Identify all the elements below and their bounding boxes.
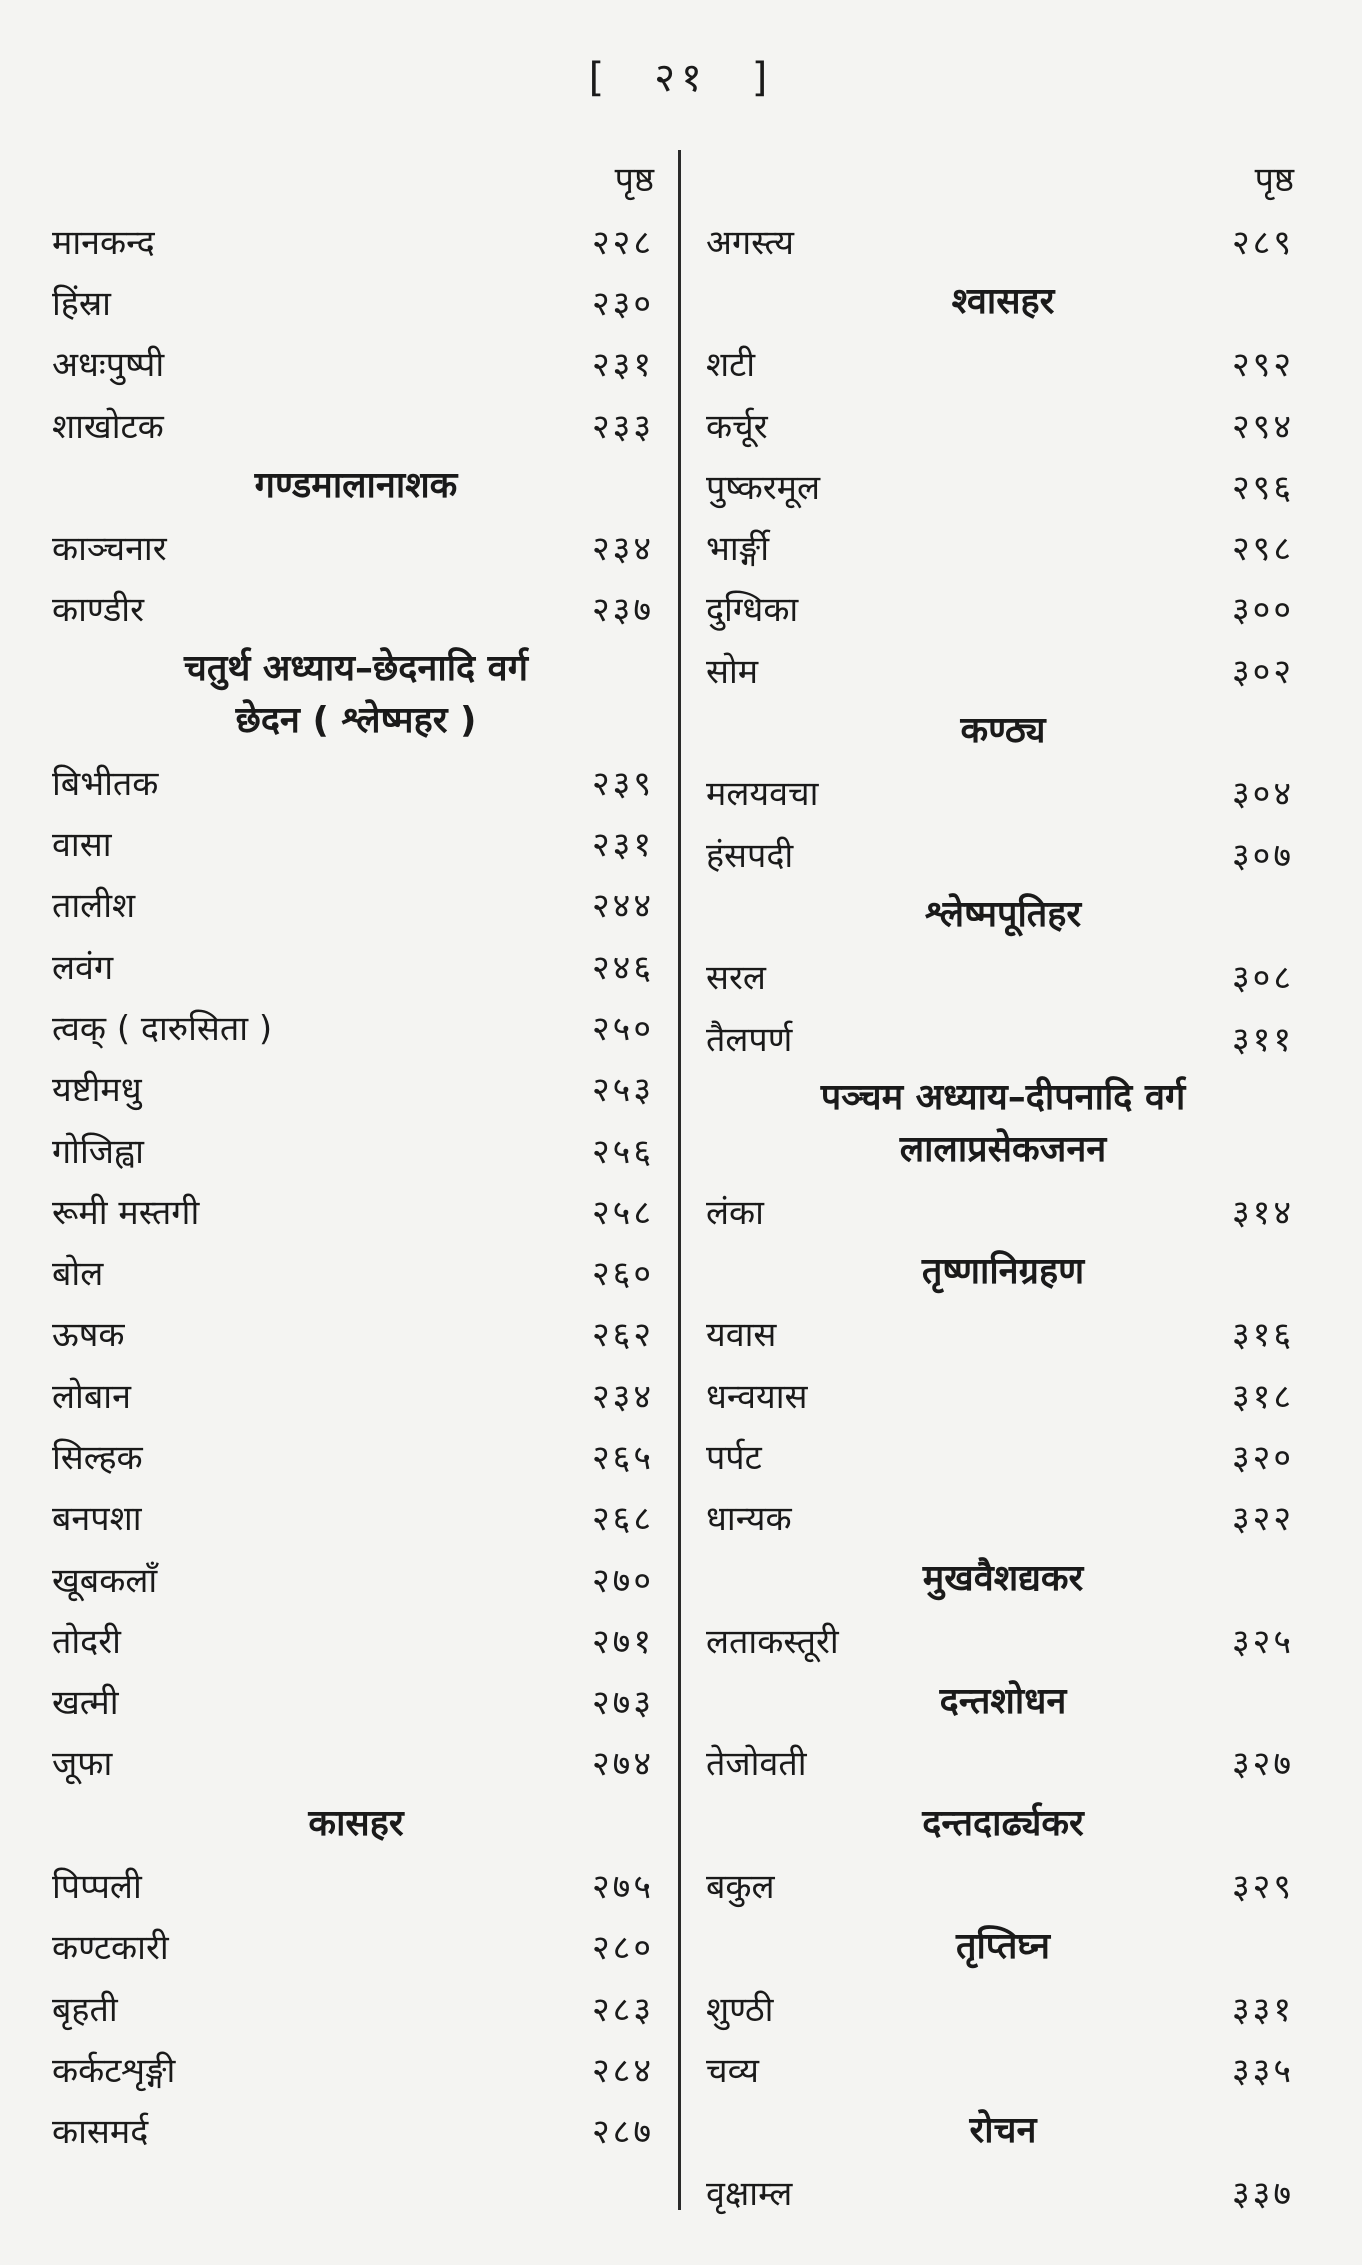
section-heading: तृप्तिघ्न xyxy=(955,1925,1051,1967)
entry-name: पिप्पली xyxy=(52,1867,142,1908)
entry-page: २३३ xyxy=(591,406,654,447)
section-heading: कण्ठ्य xyxy=(960,710,1046,752)
entry-name: शुण्ठी xyxy=(706,1989,774,2030)
index-entry xyxy=(52,1916,660,1977)
index-entry xyxy=(706,1487,1300,1548)
section-heading: कासहर xyxy=(308,1803,404,1845)
entry-page: ३१६ xyxy=(1231,1315,1294,1356)
entry-page: २३९ xyxy=(591,763,654,804)
index-entry xyxy=(706,1609,1300,1670)
entry-name: तालीश xyxy=(52,886,136,927)
entry-page: ३३५ xyxy=(1231,2050,1294,2091)
index-entry xyxy=(52,1671,660,1732)
entry-page: २५८ xyxy=(591,1192,654,1233)
entry-page: ३०२ xyxy=(1231,651,1294,692)
index-entry xyxy=(52,874,660,935)
entry-name: खूबकलाँ xyxy=(52,1560,158,1601)
index-entry xyxy=(52,751,660,812)
entry-name: लवंग xyxy=(52,947,114,988)
index-entry xyxy=(52,1425,660,1486)
index-entry xyxy=(706,2161,1300,2222)
entry-page: २९४ xyxy=(1231,406,1294,447)
left-column xyxy=(52,150,660,2161)
entry-page: ३२२ xyxy=(1231,1499,1294,1540)
entry-page: ३११ xyxy=(1231,1019,1294,1060)
entry-name: भार्ङ्गी xyxy=(706,529,770,570)
entry-name: तैलपर्ण xyxy=(706,1019,793,1060)
entry-page: ३०७ xyxy=(1231,835,1294,876)
left-column-header: पृष्ठ xyxy=(614,160,654,200)
entry-name: बिभीतक xyxy=(52,763,159,804)
index-entry xyxy=(706,1303,1300,1364)
index-entry xyxy=(52,210,660,271)
entry-page: ३३१ xyxy=(1231,1989,1294,2030)
index-entry xyxy=(706,639,1300,700)
entry-name: लताकस्तूरी xyxy=(706,1621,839,1662)
index-entry xyxy=(706,1977,1300,2038)
index-entry xyxy=(52,1548,660,1609)
index-entry xyxy=(706,578,1300,639)
entry-page: २३१ xyxy=(591,825,654,866)
bracket-open: [ xyxy=(588,55,611,101)
entry-page: २५० xyxy=(591,1008,654,1049)
entry-page: २८३ xyxy=(591,1989,654,2030)
entry-name: सोम xyxy=(706,651,759,692)
entry-name: हंसपदी xyxy=(706,835,794,876)
entry-page: २२८ xyxy=(591,222,654,263)
index-entry xyxy=(52,1303,660,1364)
entry-name: बनपशा xyxy=(52,1499,142,1540)
index-entry xyxy=(706,2038,1300,2099)
entry-page: २४६ xyxy=(591,947,654,988)
entry-page: २४४ xyxy=(591,886,654,927)
index-entry xyxy=(52,1732,660,1793)
entry-page: २८७ xyxy=(591,2112,654,2153)
entry-page: २५३ xyxy=(591,1070,654,1111)
entry-name: चव्य xyxy=(706,2050,759,2091)
index-entry xyxy=(706,394,1300,455)
entry-page: २५६ xyxy=(591,1131,654,1172)
entry-name: अगस्त्य xyxy=(706,222,794,263)
entry-page: २८० xyxy=(591,1928,654,1969)
index-entry xyxy=(706,455,1300,516)
entry-name: जूफा xyxy=(52,1744,113,1785)
section-heading: मुखवैशद्यकर xyxy=(922,1557,1084,1599)
index-entry xyxy=(706,1364,1300,1425)
index-entry xyxy=(52,1487,660,1548)
section-heading: दन्तशोधन xyxy=(939,1680,1067,1722)
entry-name: कण्टकारी xyxy=(52,1928,169,1969)
entry-name: सिल्हक xyxy=(52,1437,143,1478)
page-number-value: २१ xyxy=(654,55,708,101)
section-heading: तृष्णानिग्रहण xyxy=(921,1251,1085,1293)
index-entry xyxy=(52,996,660,1057)
index-entry xyxy=(52,1241,660,1302)
index-entry xyxy=(52,516,660,577)
index-entry xyxy=(52,1058,660,1119)
chapter-subtitle: लालाप्रसेकजनन xyxy=(899,1129,1107,1171)
entry-page: ३२५ xyxy=(1231,1621,1294,1662)
entry-page: ३०० xyxy=(1231,590,1294,631)
entry-name: लंका xyxy=(706,1192,764,1233)
entry-name: काण्डीर xyxy=(52,590,144,631)
chapter-title: पञ्चम अध्याय–दीपनादि वर्ग xyxy=(820,1077,1186,1119)
entry-page: २३१ xyxy=(591,345,654,386)
entry-name: तेजोवती xyxy=(706,1744,807,1785)
chapter-heading xyxy=(706,1068,1300,1180)
index-entry xyxy=(52,2100,660,2161)
entry-page: २३४ xyxy=(591,1376,654,1417)
section-heading: रोचन xyxy=(969,2109,1037,2151)
index-entry xyxy=(706,1180,1300,1241)
index-entry xyxy=(52,812,660,873)
index-entry xyxy=(52,1977,660,2038)
entry-name: अधःपुष्पी xyxy=(52,345,165,386)
index-entry xyxy=(52,935,660,996)
entry-name: वृक्षाम्ल xyxy=(706,2173,793,2214)
entry-page: २९६ xyxy=(1231,467,1294,508)
entry-page: ३२० xyxy=(1231,1437,1294,1478)
entry-name: कर्कटशृङ्गी xyxy=(52,2050,176,2091)
index-entry xyxy=(706,1854,1300,1915)
entry-name: शटी xyxy=(706,345,756,386)
page-number xyxy=(0,48,1362,103)
entry-name: मानकन्द xyxy=(52,222,155,263)
entry-page: २७५ xyxy=(591,1867,654,1908)
section-heading: श्वासहर xyxy=(951,281,1055,323)
chapter-heading xyxy=(52,639,660,751)
entry-page: ३०४ xyxy=(1231,774,1294,815)
entry-name: तोदरी xyxy=(52,1621,121,1662)
entry-name: यवास xyxy=(706,1315,777,1356)
right-column-header: पृष्ठ xyxy=(1254,160,1294,200)
column-divider xyxy=(678,150,681,2210)
entry-name: खत्मी xyxy=(52,1683,119,1724)
entry-name: पर्पट xyxy=(706,1437,762,1478)
index-entry xyxy=(52,1180,660,1241)
entry-page: ३२९ xyxy=(1231,1867,1294,1908)
entry-name: धान्यक xyxy=(706,1499,792,1540)
index-entry xyxy=(52,271,660,332)
entry-page: २८४ xyxy=(591,2050,654,2091)
entry-name: त्वक् ( दारुसिता ) xyxy=(52,1008,273,1049)
entry-name: लोबान xyxy=(52,1376,131,1417)
chapter-title: चतुर्थ अध्याय–छेदनादि वर्ग xyxy=(184,648,528,690)
entry-name: बोल xyxy=(52,1254,104,1295)
entry-page: २३० xyxy=(591,283,654,324)
entry-page: २७४ xyxy=(591,1744,654,1785)
index-entry xyxy=(52,1119,660,1180)
entry-name: यष्टीमधु xyxy=(52,1070,142,1111)
entry-name: गोजिह्वा xyxy=(52,1131,144,1172)
index-entry xyxy=(706,516,1300,577)
section-heading: श्लेष्मपूतिहर xyxy=(924,894,1082,936)
entry-page: २६५ xyxy=(591,1437,654,1478)
entry-page: ३०८ xyxy=(1231,958,1294,999)
entry-page: २३७ xyxy=(591,590,654,631)
entry-page: २९८ xyxy=(1231,529,1294,570)
entry-page: २८९ xyxy=(1231,222,1294,263)
index-entry xyxy=(52,1609,660,1670)
index-entry xyxy=(706,1732,1300,1793)
index-entry xyxy=(52,2038,660,2099)
entry-page: २७० xyxy=(591,1560,654,1601)
entry-page: २७१ xyxy=(591,1621,654,1662)
index-entry xyxy=(52,1364,660,1425)
index-entry xyxy=(706,823,1300,884)
entry-name: हिंस्रा xyxy=(52,283,111,324)
index-entry xyxy=(706,1007,1300,1068)
entry-name: रूमी मस्तगी xyxy=(52,1192,200,1233)
index-entry xyxy=(706,210,1300,271)
entry-name: कर्चूर xyxy=(706,406,768,447)
entry-page: २६२ xyxy=(591,1315,654,1356)
index-entry xyxy=(52,394,660,455)
entry-name: मलयवचा xyxy=(706,774,819,815)
entry-page: २३४ xyxy=(591,529,654,570)
index-entry xyxy=(706,1425,1300,1486)
entry-name: काञ्चनार xyxy=(52,529,167,570)
index-entry xyxy=(706,333,1300,394)
entry-name: सरल xyxy=(706,958,766,999)
entry-page: ३१४ xyxy=(1231,1192,1294,1233)
entry-page: २६० xyxy=(591,1254,654,1295)
entry-page: २९२ xyxy=(1231,345,1294,386)
entry-page: ३२७ xyxy=(1231,1744,1294,1785)
index-entry xyxy=(52,578,660,639)
entry-name: वासा xyxy=(52,825,112,866)
entry-name: धन्वयास xyxy=(706,1376,808,1417)
entry-page: २६८ xyxy=(591,1499,654,1540)
index-entry xyxy=(706,946,1300,1007)
entry-name: बृहती xyxy=(52,1989,118,2030)
entry-name: पुष्करमूल xyxy=(706,467,821,508)
entry-page: २७३ xyxy=(591,1683,654,1724)
entry-name: ऊषक xyxy=(52,1315,125,1356)
right-column xyxy=(706,150,1300,2222)
index-entry xyxy=(52,333,660,394)
chapter-subtitle: छेदन ( श्लेष्महर ) xyxy=(235,700,477,742)
entry-page: ३३७ xyxy=(1231,2173,1294,2214)
entry-name: दुग्धिका xyxy=(706,590,799,631)
entry-page: ३१८ xyxy=(1231,1376,1294,1417)
section-heading: गण्डमालानाशक xyxy=(254,465,458,507)
bracket-close: ] xyxy=(751,55,774,101)
entry-name: शाखोटक xyxy=(52,406,164,447)
entry-name: कासमर्द xyxy=(52,2112,149,2153)
index-entry xyxy=(52,1854,660,1915)
entry-name: बकुल xyxy=(706,1867,775,1908)
section-heading: दन्तदार्ढ्यकर xyxy=(922,1803,1084,1845)
index-entry xyxy=(706,762,1300,823)
